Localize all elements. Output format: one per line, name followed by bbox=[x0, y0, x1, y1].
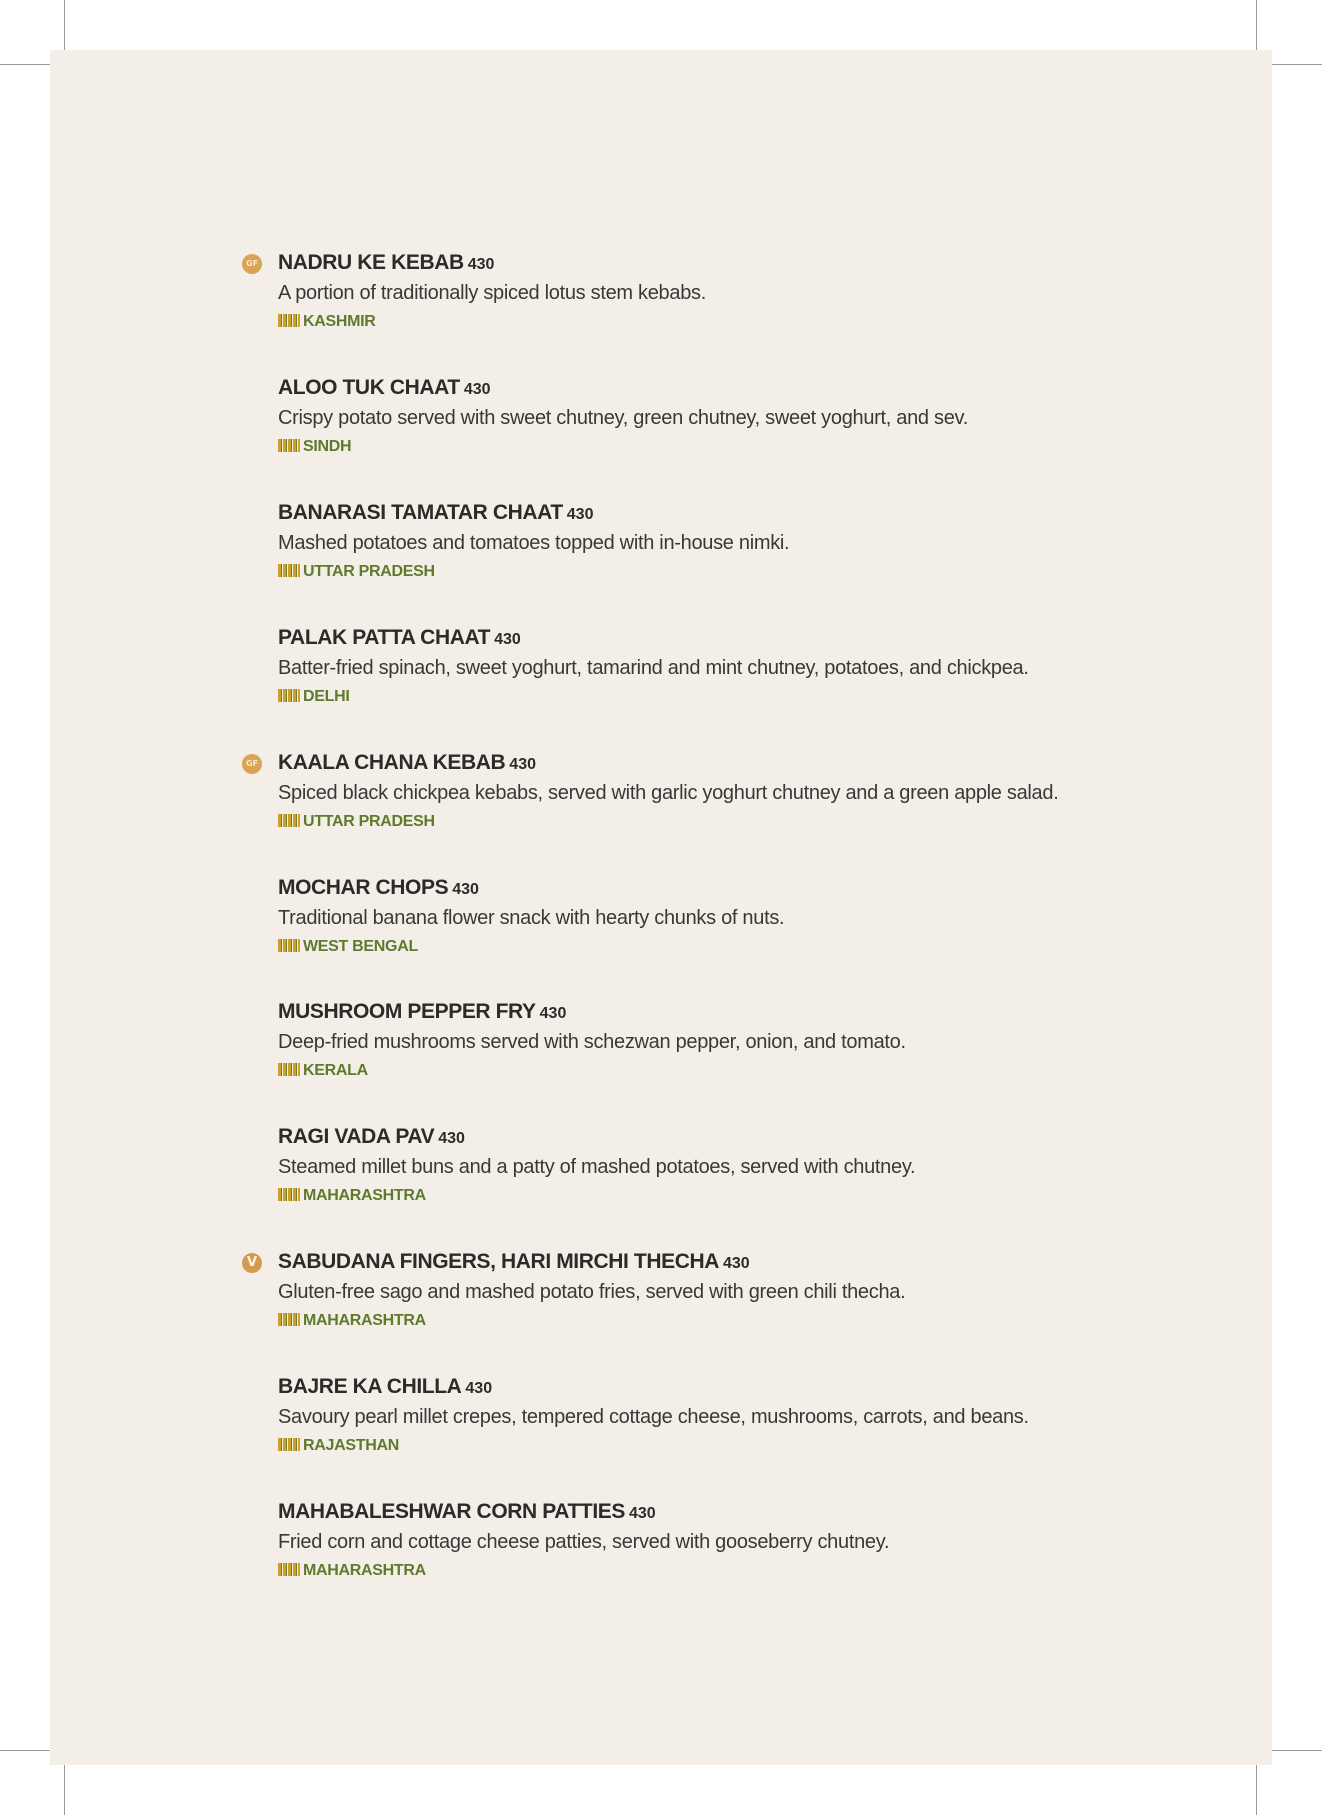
region-name: WEST BENGAL bbox=[303, 938, 418, 955]
gluten-free-icon: GF bbox=[242, 754, 262, 774]
dish-region bbox=[278, 1435, 1178, 1457]
dish-price: 430 bbox=[452, 881, 479, 898]
crop-mark bbox=[1270, 64, 1322, 65]
menu-item-title-row bbox=[278, 374, 1178, 402]
dish-region bbox=[278, 436, 1178, 458]
crop-mark bbox=[1270, 1750, 1322, 1751]
menu-item bbox=[278, 1373, 1178, 1457]
dish-region bbox=[278, 1310, 1178, 1332]
dish-description: Traditional banana flower snack with hearty chunks of nuts. bbox=[278, 907, 785, 929]
crop-mark bbox=[1256, 0, 1257, 52]
dish-price: 430 bbox=[438, 1130, 465, 1147]
menu-item bbox=[246, 1248, 1178, 1332]
dish-description: Deep-fried mushrooms served with schezwan pepper, onion, and tomato. bbox=[278, 1031, 906, 1053]
dish-region bbox=[278, 1185, 1178, 1207]
dish-name: MOCHAR CHOPS bbox=[278, 876, 449, 899]
region-name: DELHI bbox=[303, 688, 350, 705]
dish-description: Savoury pearl millet crepes, tempered cottage cheese, mushrooms, carrots, and beans. bbox=[278, 1406, 1029, 1428]
dish-name: MAHABALESHWAR CORN PATTIES bbox=[278, 1500, 625, 1523]
crop-mark bbox=[0, 64, 52, 65]
menu-item-title-row bbox=[278, 1498, 1178, 1526]
region-name: KASHMIR bbox=[303, 313, 376, 330]
region-name: RAJASTHAN bbox=[303, 1437, 399, 1454]
menu-item-title-row bbox=[278, 874, 1178, 902]
dish-price: 430 bbox=[467, 256, 495, 273]
menu-item bbox=[278, 998, 1178, 1082]
region-name: KERALA bbox=[303, 1062, 368, 1079]
region-name: UTTAR PRADESH bbox=[303, 563, 435, 580]
region-name: SINDH bbox=[303, 438, 352, 455]
dish-price: 430 bbox=[509, 756, 536, 773]
dish-price: 430 bbox=[539, 1005, 567, 1022]
dish-name: NADRU KE KEBAB bbox=[278, 251, 464, 274]
dish-description: Fried corn and cottage cheese patties, served with gooseberry chutney. bbox=[278, 1531, 890, 1553]
dish-price: 430 bbox=[463, 381, 491, 398]
dish-region bbox=[278, 1060, 1178, 1082]
menu-item bbox=[278, 1498, 1178, 1582]
dish-description: Crispy potato served with sweet chutney, green chutney, sweet yoghurt, and sev. bbox=[278, 407, 969, 429]
dish-name: BAJRE KA CHILLA bbox=[278, 1375, 462, 1398]
dish-price: 430 bbox=[566, 506, 594, 523]
crop-mark bbox=[1256, 1763, 1257, 1815]
dish-region bbox=[278, 311, 1178, 333]
dish-name: ALOO TUK CHAAT bbox=[278, 376, 460, 399]
menu-page bbox=[50, 50, 1272, 1765]
dish-name: BANARASI TAMATAR CHAAT bbox=[278, 501, 563, 524]
region-stripes-icon bbox=[278, 814, 300, 827]
menu-item bbox=[278, 874, 1178, 958]
region-name: UTTAR PRADESH bbox=[303, 813, 435, 830]
menu-item bbox=[245, 249, 1178, 333]
crop-mark bbox=[64, 0, 65, 52]
menu-item bbox=[278, 1123, 1178, 1207]
vegan-icon: V bbox=[242, 1253, 262, 1273]
region-name: MAHARASHTRA bbox=[303, 1312, 426, 1329]
menu-item bbox=[278, 374, 1178, 458]
dish-region bbox=[278, 936, 1178, 958]
menu-item bbox=[278, 624, 1178, 708]
region-stripes-icon bbox=[278, 1188, 300, 1201]
dish-region bbox=[278, 1560, 1178, 1582]
region-stripes-icon bbox=[278, 564, 300, 577]
region-stripes-icon bbox=[278, 1563, 300, 1576]
dish-name: KAALA CHANA KEBAB bbox=[278, 751, 506, 774]
menu-item-title-row bbox=[245, 249, 1178, 277]
menu-item-title-row bbox=[246, 1248, 1178, 1276]
menu-item bbox=[278, 499, 1178, 583]
gluten-free-icon: GF bbox=[242, 254, 262, 274]
dish-name: RAGI VADA PAV bbox=[278, 1125, 435, 1148]
menu-item bbox=[245, 749, 1178, 833]
dish-description: Gluten-free sago and mashed potato fries, served with green chili thecha. bbox=[278, 1281, 906, 1303]
dish-description: Steamed millet buns and a patty of mashed potatoes, served with chutney. bbox=[278, 1156, 916, 1178]
menu-item-title-row bbox=[278, 998, 1178, 1026]
dish-description: Spiced black chickpea kebabs, served with garlic yoghurt chutney and a green apple salad. bbox=[278, 782, 1059, 804]
dish-description: Batter-fried spinach, sweet yoghurt, tamarind and mint chutney, potatoes, and chickpea. bbox=[278, 657, 1029, 679]
region-stripes-icon bbox=[278, 439, 300, 452]
dish-price: 430 bbox=[465, 1380, 493, 1397]
region-stripes-icon bbox=[278, 1438, 300, 1451]
menu-item-title-row bbox=[278, 624, 1178, 652]
menu-item-title-row bbox=[245, 749, 1178, 777]
region-name: MAHARASHTRA bbox=[303, 1187, 426, 1204]
crop-mark bbox=[0, 1750, 52, 1751]
dish-region bbox=[278, 561, 1178, 583]
dish-name: SABUDANA FINGERS, HARI MIRCHI THECHA bbox=[278, 1250, 719, 1273]
menu-item-title-row bbox=[278, 1123, 1178, 1151]
menu-item-title-row bbox=[278, 499, 1178, 527]
dish-price: 430 bbox=[494, 631, 521, 648]
dish-price: 430 bbox=[723, 1255, 750, 1272]
menu-item-title-row bbox=[278, 1373, 1178, 1401]
dish-region bbox=[278, 811, 1178, 833]
region-stripes-icon bbox=[278, 1063, 300, 1076]
dish-name: PALAK PATTA CHAAT bbox=[278, 626, 491, 649]
region-stripes-icon bbox=[278, 689, 300, 702]
region-stripes-icon bbox=[278, 1313, 300, 1326]
dish-description: A portion of traditionally spiced lotus stem kebabs. bbox=[278, 282, 706, 304]
region-stripes-icon bbox=[278, 314, 300, 327]
dish-region bbox=[278, 686, 1178, 708]
region-stripes-icon bbox=[278, 939, 300, 952]
dish-description: Mashed potatoes and tomatoes topped with in-house nimki. bbox=[278, 532, 790, 554]
region-name: MAHARASHTRA bbox=[303, 1562, 426, 1579]
dish-price: 430 bbox=[628, 1505, 656, 1522]
crop-mark bbox=[64, 1763, 65, 1815]
dish-name: MUSHROOM PEPPER FRY bbox=[278, 1000, 536, 1023]
